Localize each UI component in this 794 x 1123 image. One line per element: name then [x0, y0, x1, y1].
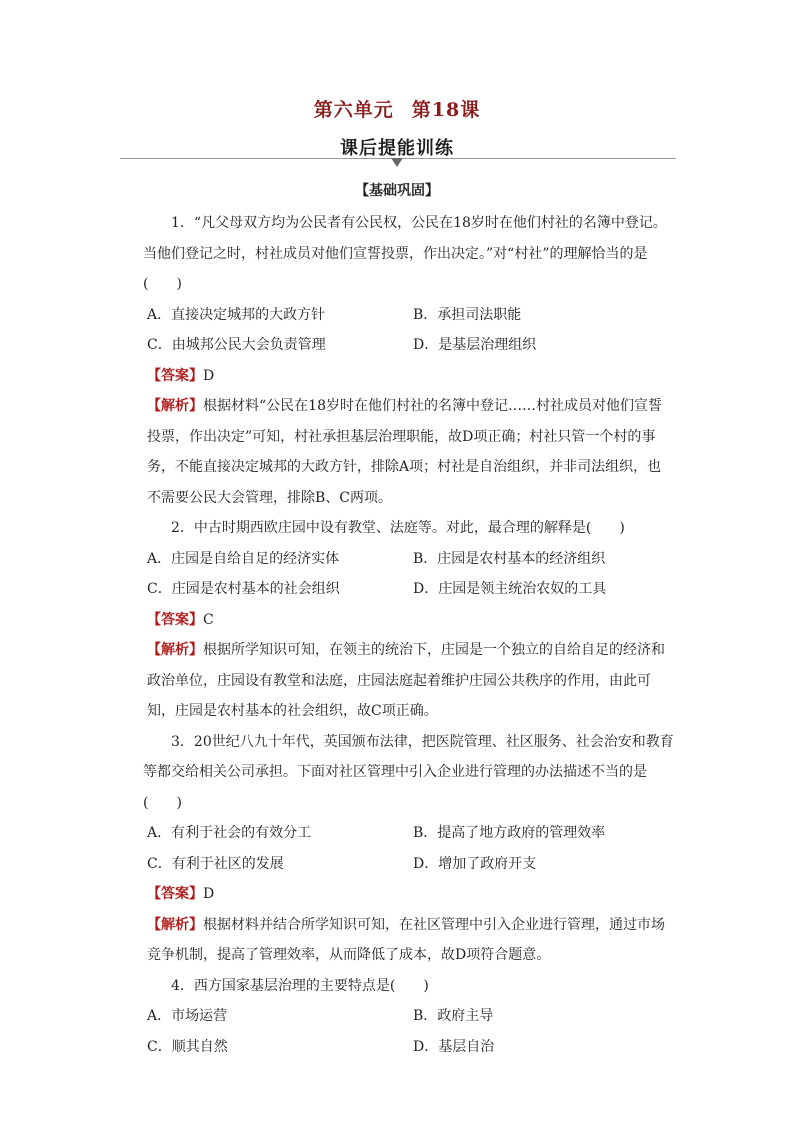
answer-label: 【答案】 [147, 367, 203, 384]
answer-line [143, 361, 675, 392]
question-stem: 3．20世纪八九十年代，英国颁布法律，把医院管理、社区服务、社会治安和教育等都交给相关公司承担。下面对社区管理中引入企业进行管理的办法描述不当的是( ) [143, 733, 674, 811]
option-a: A．直接决定城邦的大政方针 [147, 306, 326, 323]
option-c: C．由城邦公民大会负责管理 [147, 337, 326, 353]
analysis-label: 【解析】 [147, 642, 203, 658]
option-d: D．是基层治理组织 [413, 337, 537, 353]
option-c: C．有利于社区的发展 [147, 855, 284, 872]
option-b: B．政府主导 [413, 1008, 494, 1024]
option-row [143, 1001, 675, 1032]
analysis-text: 根据材料并结合所学知识可知，在社区管理中引入企业进行管理，通过市场竞争机制，提高了管理效率，从而降低了成本，故D项符合题意。 [147, 916, 665, 963]
option-d: D．基层自治 [413, 1038, 495, 1055]
page-subtitle: 课后提能训练 [340, 138, 454, 159]
option-row [143, 1032, 675, 1063]
analysis-paragraph [143, 391, 675, 513]
page-title [0, 95, 794, 122]
section-heading: 【基础巩固】 [355, 183, 439, 199]
option-row [143, 849, 675, 880]
analysis-label: 【解析】 [147, 916, 203, 933]
question-stem: 4．西方国家基层治理的主要特点是( ) [171, 977, 429, 994]
option-d: D．增加了政府开支 [413, 855, 537, 872]
answer-value: C [203, 611, 214, 628]
option-a: A．庄园是自给自足的经济实体 [147, 550, 340, 567]
answer-label: 【答案】 [147, 886, 203, 902]
option-b: B．庄园是农村基本的经济组织 [413, 550, 606, 567]
answer-line [143, 605, 675, 636]
divider-triangle-icon [391, 158, 403, 167]
option-row [143, 300, 675, 331]
answer-value: D [203, 367, 215, 384]
option-row [143, 818, 675, 849]
option-c: C．庄园是农村基本的社会组织 [147, 581, 340, 597]
option-row [143, 544, 675, 575]
option-c: C．顺其自然 [147, 1038, 228, 1055]
option-a: A．市场运营 [147, 1008, 228, 1024]
analysis-text: 根据材料“公民在18岁时在他们村社的名簿中登记……村社成员对他们宣誓投票，作出决定”可知，村社承担基层治理职能，故D项正确；村社只管一个村的事务，不能直接决定城邦的大政方针，排除A项；村社是自治组织，并非司法组织，也不需要公民大会管理，排除B、C两项。 [147, 398, 662, 506]
analysis-text: 根据所学知识可知，在领主的统治下，庄园是一个独立的自给自足的经济和政治单位，庄园设有教堂和法庭，庄园法庭起着维护庄园公共秩序的作用，由此可知，庄园是农村基本的社会组织，故C项正确。 [147, 642, 665, 719]
analysis-paragraph [143, 635, 675, 727]
option-a: A．有利于社会的有效分工 [147, 825, 312, 841]
option-d: D．庄园是领主统治农奴的工具 [413, 581, 607, 597]
analysis-label: 【解析】 [147, 398, 203, 414]
option-row [143, 330, 675, 361]
option-b: B．提高了地方政府的管理效率 [413, 825, 606, 841]
answer-label: 【答案】 [147, 611, 203, 628]
answer-value: D [203, 886, 215, 902]
analysis-paragraph [143, 910, 675, 971]
question-list [143, 208, 675, 1062]
lesson-title: 第18课 [411, 99, 481, 121]
question-stem: 1．“凡父母双方均为公民者有公民权，公民在18岁时在他们村社的名簿中登记。当他们登记之时，村社成员对他们宣誓投票，作出决定。”对“村社”的理解恰当的是( ) [143, 215, 667, 292]
answer-line [143, 879, 675, 910]
unit-title: 第六单元 [313, 99, 394, 121]
option-b: B．承担司法职能 [413, 306, 522, 323]
question-stem: 2．中古时期西欧庄园中设有教堂、法庭等。对此，最合理的解释是( ) [171, 520, 625, 536]
option-row [143, 574, 675, 605]
